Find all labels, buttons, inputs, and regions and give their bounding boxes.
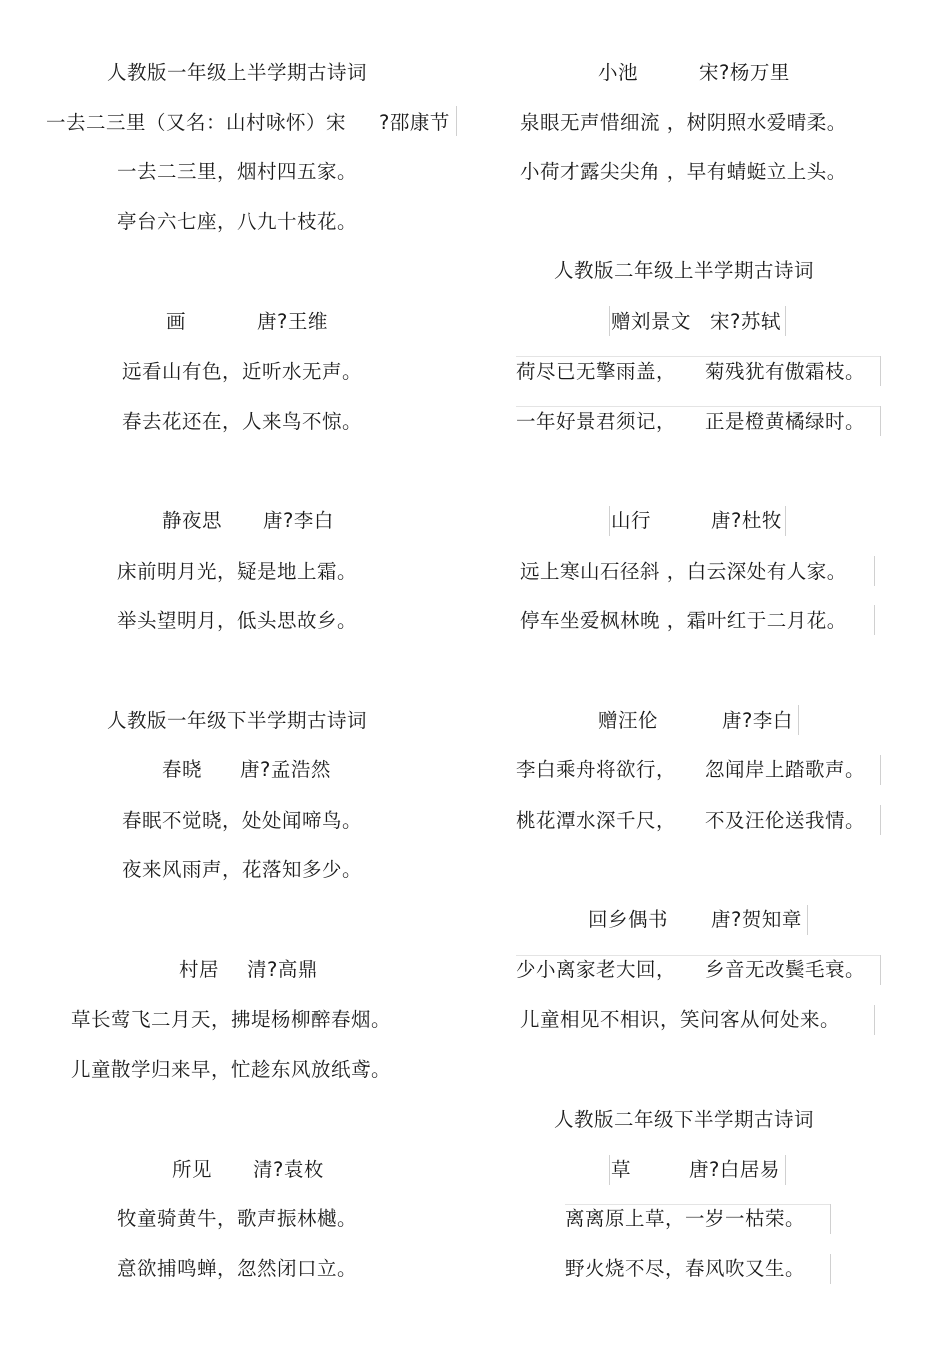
poem-title: 村居: [179, 958, 220, 981]
poem-line: 牧童骑黄牛，歌声振林樾。: [117, 1207, 358, 1230]
poem-line: 泉眼无声惜细流 ，树阴照水爱晴柔。: [520, 111, 847, 134]
poem-line: 儿童散学归来早，忙趁东风放纸鸢。: [71, 1058, 392, 1081]
poem-line: 正是橙黄橘绿时。: [705, 410, 866, 433]
poem-title: 画: [166, 310, 187, 333]
poem-line: 小荷才露尖尖角 ，早有蜻蜓立上头。: [520, 160, 847, 183]
table-rule: [609, 506, 610, 536]
poem-line: 一去二三里，烟村四五家。: [117, 160, 358, 183]
poem-line: 荷尽已无擎雨盖，: [516, 360, 677, 383]
poem-line: 一年好景君须记，: [516, 410, 677, 433]
poem-line: 远上寒山石径斜 ，白云深处有人家。: [520, 560, 847, 583]
table-rule: [516, 955, 880, 956]
table-rule: [880, 955, 881, 985]
poem-line: 忽闻岸上踏歌声。: [705, 758, 866, 781]
poem-author: 宋?杨万里: [699, 61, 790, 84]
table-rule: [798, 705, 799, 735]
section-heading: 人教版二年级上半学期古诗词: [554, 259, 815, 282]
poem-line: 乡音无改鬓毛衰。: [705, 958, 866, 981]
poem-author: 唐?王维: [257, 310, 328, 333]
table-rule: [785, 1155, 786, 1185]
poem-title: 静夜思: [162, 509, 223, 532]
poem-line: 春去花还在，人来鸟不惊。: [122, 410, 363, 433]
section-heading: 人教版二年级下半学期古诗词: [554, 1108, 815, 1131]
poem-author: 清?高鼎: [247, 958, 318, 981]
table-rule: [565, 1204, 830, 1205]
poem-line: 亭台六七座，八九十枝花。: [117, 210, 358, 233]
poem-line: 床前明月光，疑是地上霜。: [117, 560, 358, 583]
poem-line: 意欲捕鸣蝉，忽然闭口立。: [117, 1257, 358, 1280]
table-rule: [785, 506, 786, 536]
poem-title: 赠汪伦: [598, 709, 659, 732]
table-rule: [830, 1204, 831, 1234]
table-rule: [874, 605, 875, 635]
table-rule: [830, 1254, 831, 1284]
section-heading: 人教版一年级上半学期古诗词: [107, 61, 368, 84]
poem-author: 清?袁枚: [253, 1158, 324, 1181]
poem-title: 一去二三里（又名：山村咏怀）宋: [46, 111, 347, 134]
poem-author: 宋?苏轼: [710, 310, 781, 333]
table-rule: [880, 755, 881, 785]
poem-title: 春晓: [162, 758, 203, 781]
table-rule: [880, 356, 881, 386]
poem-line: 少小离家老大回，: [516, 958, 677, 981]
poem-title: 所见: [172, 1158, 213, 1181]
table-rule: [785, 306, 786, 336]
poem-line: 春眠不觉晓，处处闻啼鸟。: [122, 809, 363, 832]
table-rule: [874, 1005, 875, 1035]
table-rule: [516, 356, 880, 357]
section-heading: 人教版一年级下半学期古诗词: [107, 709, 368, 732]
poem-author: ?邵康节: [379, 111, 450, 134]
poem-line: 不及汪伦送我情。: [705, 809, 866, 832]
poem-title: 草: [611, 1158, 632, 1181]
poem-line: 离离原上草，一岁一枯荣。: [565, 1207, 806, 1230]
poem-title: 赠刘景文: [611, 310, 692, 333]
poem-line: 儿童相见不相识，笑问客从何处来。: [520, 1008, 841, 1031]
table-rule: [609, 306, 610, 336]
poem-author: 唐?李白: [722, 709, 793, 732]
table-rule: [807, 905, 808, 935]
table-rule: [609, 1155, 610, 1185]
poem-line: 举头望明月，低头思故乡。: [117, 609, 358, 632]
poem-author: 唐?杜牧: [711, 509, 782, 532]
poem-author: 唐?李白: [263, 509, 334, 532]
poem-line: 野火烧不尽，春风吹又生。: [565, 1257, 806, 1280]
table-rule: [516, 406, 880, 407]
poem-line: 远看山有色，近听水无声。: [122, 360, 363, 383]
poem-author: 唐?白居易: [689, 1158, 780, 1181]
poem-line: 停车坐爱枫林晚 ，霜叶红于二月花。: [520, 609, 847, 632]
poem-title: 回乡偶书: [588, 908, 669, 931]
poem-title: 小池: [598, 61, 639, 84]
table-rule: [880, 805, 881, 835]
poem-line: 菊残犹有傲霜枝。: [705, 360, 866, 383]
poem-title: 山行: [611, 509, 652, 532]
poem-line: 草长莺飞二月天，拂堤杨柳醉春烟。: [71, 1008, 392, 1031]
table-rule: [880, 406, 881, 436]
poem-line: 夜来风雨声，花落知多少。: [122, 858, 363, 881]
table-rule: [874, 556, 875, 586]
poem-line: 李白乘舟将欲行，: [516, 758, 677, 781]
table-rule: [456, 106, 457, 136]
poem-line: 桃花潭水深千尺，: [516, 809, 677, 832]
poem-author: 唐?孟浩然: [240, 758, 331, 781]
poem-author: 唐?贺知章: [711, 908, 802, 931]
